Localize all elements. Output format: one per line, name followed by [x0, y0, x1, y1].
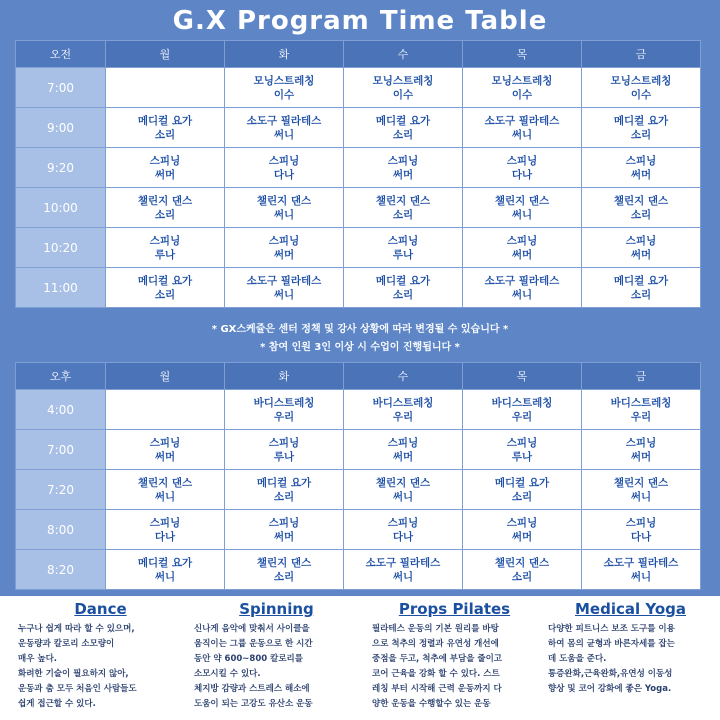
day-header: 화 — [225, 41, 344, 68]
info-title: Medical Yoga — [574, 600, 686, 618]
instructor-name: 소리 — [273, 490, 295, 503]
class-cell — [344, 470, 463, 510]
class-cell — [225, 510, 344, 550]
class-cell — [106, 430, 225, 470]
day-header: 화 — [225, 363, 344, 390]
day-header: 월 — [106, 41, 225, 68]
class-cell — [344, 510, 463, 550]
class-name: 소도구 필라테스 — [365, 556, 441, 569]
class-cell — [106, 268, 225, 308]
info-line: 데 도움을 준다. — [548, 654, 607, 664]
instructor-name: 써니 — [630, 490, 652, 503]
instructor-name: 소리 — [392, 208, 414, 221]
class-name: 메디컬 요가 — [375, 114, 431, 127]
info-line: 누구나 쉽게 따라 할 수 있으며, — [18, 624, 135, 634]
instructor-name: 써머 — [154, 168, 176, 181]
class-cell — [225, 268, 344, 308]
instructor-name: 써머 — [511, 530, 533, 543]
time-row — [16, 148, 701, 188]
class-cell — [344, 188, 463, 228]
class-name: 모닝스트레칭 — [610, 74, 672, 87]
class-name: 모닝스트레칭 — [491, 74, 553, 87]
info-line: 레칭 부터 시작해 근력 운동까지 다 — [372, 684, 502, 694]
instructor-name: 써머 — [392, 168, 414, 181]
info-line: 중점을 두고, 척추에 부담을 줄이고 — [372, 654, 503, 664]
class-name: 챌린지 댄스 — [613, 194, 669, 207]
instructor-name: 써머 — [273, 530, 295, 543]
info-line: 향상 및 코어 강화에 좋은 Yoga. — [548, 684, 672, 694]
class-name: 메디컬 요가 — [375, 274, 431, 287]
info-medical-yoga — [548, 600, 713, 697]
class-cell — [344, 550, 463, 590]
class-name: 스피닝 — [149, 154, 181, 167]
class-name: 스피닝 — [268, 436, 300, 449]
class-name: 스피닝 — [387, 154, 419, 167]
instructor-name: 써니 — [273, 288, 295, 301]
class-name: 챌린지 댄스 — [256, 556, 312, 569]
class-cell — [582, 108, 701, 148]
instructor-name: 소리 — [154, 128, 176, 141]
info-line: 신나게 음악에 맞춰서 사이클을 — [194, 624, 310, 634]
day-header: 금 — [582, 363, 701, 390]
instructor-name: 소리 — [392, 288, 414, 301]
info-line: 도움이 되는 고강도 유산소 운동 — [194, 699, 313, 709]
empty-cell — [106, 68, 225, 108]
class-cell — [344, 68, 463, 108]
class-name: 스피닝 — [268, 234, 300, 247]
class-cell — [463, 550, 582, 590]
day-header: 월 — [106, 363, 225, 390]
class-name: 스피닝 — [625, 516, 657, 529]
class-name: 스피닝 — [625, 154, 657, 167]
class-cell — [582, 268, 701, 308]
time-row — [16, 188, 701, 228]
class-cell — [106, 470, 225, 510]
class-cell — [344, 148, 463, 188]
time-row — [16, 268, 701, 308]
instructor-name: 다나 — [154, 530, 176, 543]
class-name: 스피닝 — [387, 436, 419, 449]
class-cell — [106, 148, 225, 188]
day-header: 목 — [463, 41, 582, 68]
class-cell — [463, 390, 582, 430]
info-line: 운동량과 칼로리 소모량이 — [18, 639, 115, 649]
info-line: 매우 높다. — [18, 654, 58, 664]
class-name: 스피닝 — [506, 436, 538, 449]
class-name: 챌린지 댄스 — [494, 556, 550, 569]
instructor-name: 우리 — [273, 410, 295, 423]
class-cell — [582, 430, 701, 470]
instructor-name: 이수 — [511, 88, 533, 101]
class-name: 바디스트레칭 — [253, 396, 315, 409]
info-line: 체지방 감량과 스트레스 해소에 — [194, 684, 310, 694]
time-slot: 8:20 — [16, 550, 106, 590]
class-name: 스피닝 — [268, 516, 300, 529]
class-name: 스피닝 — [149, 436, 181, 449]
class-cell — [344, 108, 463, 148]
info-line: 화려한 기술이 필요하지 않아, — [18, 669, 129, 679]
time-row — [16, 68, 701, 108]
class-cell — [582, 188, 701, 228]
class-cell — [582, 390, 701, 430]
class-cell — [225, 188, 344, 228]
class-name: 스피닝 — [625, 234, 657, 247]
class-cell — [225, 228, 344, 268]
info-line: 운동과 춤 모두 처음인 사람들도 — [18, 684, 137, 694]
instructor-name: 소리 — [273, 570, 295, 583]
info-line: 코어 근육을 강화 할 수 있다. 스트 — [372, 669, 500, 679]
class-name: 메디컬 요가 — [137, 274, 193, 287]
class-cell — [106, 510, 225, 550]
pm-timetable — [15, 362, 701, 590]
info-line: 필라테스 운동의 기본 원리를 바탕 — [372, 624, 499, 634]
class-cell — [463, 68, 582, 108]
instructor-name: 루나 — [511, 450, 533, 463]
time-row — [16, 108, 701, 148]
class-cell — [225, 148, 344, 188]
day-header: 목 — [463, 363, 582, 390]
am-timetable — [15, 40, 701, 308]
class-name: 챌린지 댄스 — [137, 194, 193, 207]
class-cell — [463, 188, 582, 228]
page-title: G.X Program Time Table — [172, 6, 548, 36]
class-cell — [344, 390, 463, 430]
class-name: 소도구 필라테스 — [484, 274, 560, 287]
instructor-name: 소리 — [154, 208, 176, 221]
class-cell — [582, 470, 701, 510]
class-cell — [344, 430, 463, 470]
class-name: 모닝스트레칭 — [253, 74, 315, 87]
instructor-name: 써니 — [511, 208, 533, 221]
class-cell — [344, 268, 463, 308]
class-cell — [582, 510, 701, 550]
instructor-name: 이수 — [630, 88, 652, 101]
instructor-name: 루나 — [392, 248, 414, 261]
class-cell — [225, 68, 344, 108]
am-period-label: 오전 — [16, 41, 106, 68]
class-name: 소도구 필라테스 — [603, 556, 679, 569]
instructor-name: 다나 — [630, 530, 652, 543]
class-cell — [106, 550, 225, 590]
instructor-name: 써니 — [154, 490, 176, 503]
instructor-name: 우리 — [630, 410, 652, 423]
class-cell — [106, 228, 225, 268]
info-line: 통증완화,근육완화,유연성 이동성 — [548, 669, 673, 679]
time-slot: 9:00 — [16, 108, 106, 148]
instructor-name: 써머 — [392, 450, 414, 463]
info-text — [18, 622, 183, 712]
instructor-name: 써머 — [273, 248, 295, 261]
instructor-name: 이수 — [273, 88, 295, 101]
time-slot: 11:00 — [16, 268, 106, 308]
time-slot: 7:00 — [16, 68, 106, 108]
info-dance — [18, 600, 183, 712]
info-text — [194, 622, 359, 712]
instructor-name: 우리 — [392, 410, 414, 423]
time-row — [16, 470, 701, 510]
class-cell — [582, 148, 701, 188]
instructor-name: 다나 — [273, 168, 295, 181]
class-cell — [225, 390, 344, 430]
class-cell — [225, 430, 344, 470]
class-name: 바디스트레칭 — [491, 396, 553, 409]
class-name: 메디컬 요가 — [137, 556, 193, 569]
class-name: 스피닝 — [506, 234, 538, 247]
notice-min-participants: * 참여 인원 3인 이상 시 수업이 진행됩니다 * — [260, 342, 460, 353]
class-name: 스피닝 — [506, 516, 538, 529]
instructor-name: 써니 — [392, 570, 414, 583]
class-cell — [106, 108, 225, 148]
class-cell — [463, 268, 582, 308]
class-name: 스피닝 — [387, 516, 419, 529]
time-slot: 4:00 — [16, 390, 106, 430]
info-line: 움직이는 그룹 운동으로 한 시간 — [194, 639, 313, 649]
instructor-name: 루나 — [154, 248, 176, 261]
instructor-name: 우리 — [511, 410, 533, 423]
class-name: 소도구 필라테스 — [246, 114, 322, 127]
instructor-name: 써니 — [511, 288, 533, 301]
time-row — [16, 550, 701, 590]
day-header: 수 — [344, 41, 463, 68]
info-line: 동안 약 600~800 칼로리를 — [194, 654, 303, 664]
class-cell — [463, 510, 582, 550]
instructor-name: 써니 — [273, 208, 295, 221]
info-line: 소모시킬 수 있다. — [194, 669, 261, 679]
instructor-name: 써머 — [154, 450, 176, 463]
instructor-name: 써니 — [392, 490, 414, 503]
class-cell — [463, 108, 582, 148]
class-name: 챌린지 댄스 — [256, 194, 312, 207]
program-descriptions — [0, 596, 720, 720]
class-cell — [582, 550, 701, 590]
class-name: 챌린지 댄스 — [494, 194, 550, 207]
class-name: 바디스트레칭 — [372, 396, 434, 409]
class-cell — [463, 228, 582, 268]
instructor-name: 소리 — [630, 208, 652, 221]
instructor-name: 써머 — [511, 248, 533, 261]
info-text — [372, 622, 537, 712]
notice-schedule-change: * GX스케쥴은 센터 정책 및 강사 상황에 따라 변경될 수 있습니다 * — [211, 324, 509, 335]
instructor-name: 써머 — [630, 450, 652, 463]
class-cell — [463, 430, 582, 470]
class-name: 메디컬 요가 — [137, 114, 193, 127]
instructor-name: 소리 — [154, 288, 176, 301]
info-title: Dance — [74, 600, 127, 618]
class-cell — [582, 228, 701, 268]
class-name: 메디컬 요가 — [494, 476, 550, 489]
info-line: 쉽게 접근할 수 있다. — [18, 699, 96, 709]
time-slot: 7:00 — [16, 430, 106, 470]
class-name: 메디컬 요가 — [613, 114, 669, 127]
instructor-name: 소리 — [511, 490, 533, 503]
info-line: 으로 척추의 정렬과 유연성 개선에 — [372, 639, 499, 649]
class-name: 챌린지 댄스 — [375, 476, 431, 489]
time-slot: 8:00 — [16, 510, 106, 550]
class-name: 스피닝 — [506, 154, 538, 167]
info-title: Props Pilates — [398, 600, 511, 618]
instructor-name: 써머 — [630, 248, 652, 261]
time-slot: 9:20 — [16, 148, 106, 188]
time-row — [16, 510, 701, 550]
instructor-name: 소리 — [511, 570, 533, 583]
instructor-name: 소리 — [630, 288, 652, 301]
info-line: 다양한 피트니스 보조 도구를 이용 — [548, 624, 675, 634]
instructor-name: 소리 — [392, 128, 414, 141]
class-cell — [582, 68, 701, 108]
class-name: 스피닝 — [625, 436, 657, 449]
class-cell — [463, 148, 582, 188]
class-name: 바디스트레칭 — [610, 396, 672, 409]
class-cell — [225, 470, 344, 510]
info-spinning — [194, 600, 359, 712]
class-name: 챌린지 댄스 — [613, 476, 669, 489]
class-cell — [225, 108, 344, 148]
class-name: 메디컬 요가 — [613, 274, 669, 287]
class-name: 챌린지 댄스 — [375, 194, 431, 207]
time-slot: 10:00 — [16, 188, 106, 228]
class-name: 스피닝 — [149, 234, 181, 247]
class-name: 소도구 필라테스 — [246, 274, 322, 287]
instructor-name: 써니 — [630, 570, 652, 583]
class-name: 소도구 필라테스 — [484, 114, 560, 127]
instructor-name: 써니 — [273, 128, 295, 141]
class-name: 챌린지 댄스 — [137, 476, 193, 489]
empty-cell — [106, 390, 225, 430]
info-text — [548, 622, 713, 697]
time-row — [16, 390, 701, 430]
class-cell — [225, 550, 344, 590]
instructor-name: 써머 — [630, 168, 652, 181]
info-line: 양한 운동을 수행할수 있는 운동 — [372, 699, 491, 709]
time-slot: 10:20 — [16, 228, 106, 268]
instructor-name: 써니 — [154, 570, 176, 583]
class-name: 메디컬 요가 — [256, 476, 312, 489]
class-cell — [463, 470, 582, 510]
instructor-name: 다나 — [392, 530, 414, 543]
class-name: 스피닝 — [387, 234, 419, 247]
instructor-name: 이수 — [392, 88, 414, 101]
pm-period-label: 오후 — [16, 363, 106, 390]
instructor-name: 다나 — [511, 168, 533, 181]
day-header: 금 — [582, 41, 701, 68]
class-name: 모닝스트레칭 — [372, 74, 434, 87]
info-line: 하여 몸의 균형과 바른자세를 잡는 — [548, 639, 675, 649]
class-cell — [344, 228, 463, 268]
instructor-name: 루나 — [273, 450, 295, 463]
class-name: 스피닝 — [268, 154, 300, 167]
time-slot: 7:20 — [16, 470, 106, 510]
info-title: Spinning — [239, 600, 314, 618]
info-props-pilates — [372, 600, 537, 712]
instructor-name: 써니 — [511, 128, 533, 141]
day-header: 수 — [344, 363, 463, 390]
time-row — [16, 430, 701, 470]
class-name: 스피닝 — [149, 516, 181, 529]
time-row — [16, 228, 701, 268]
class-cell — [106, 188, 225, 228]
instructor-name: 소리 — [630, 128, 652, 141]
